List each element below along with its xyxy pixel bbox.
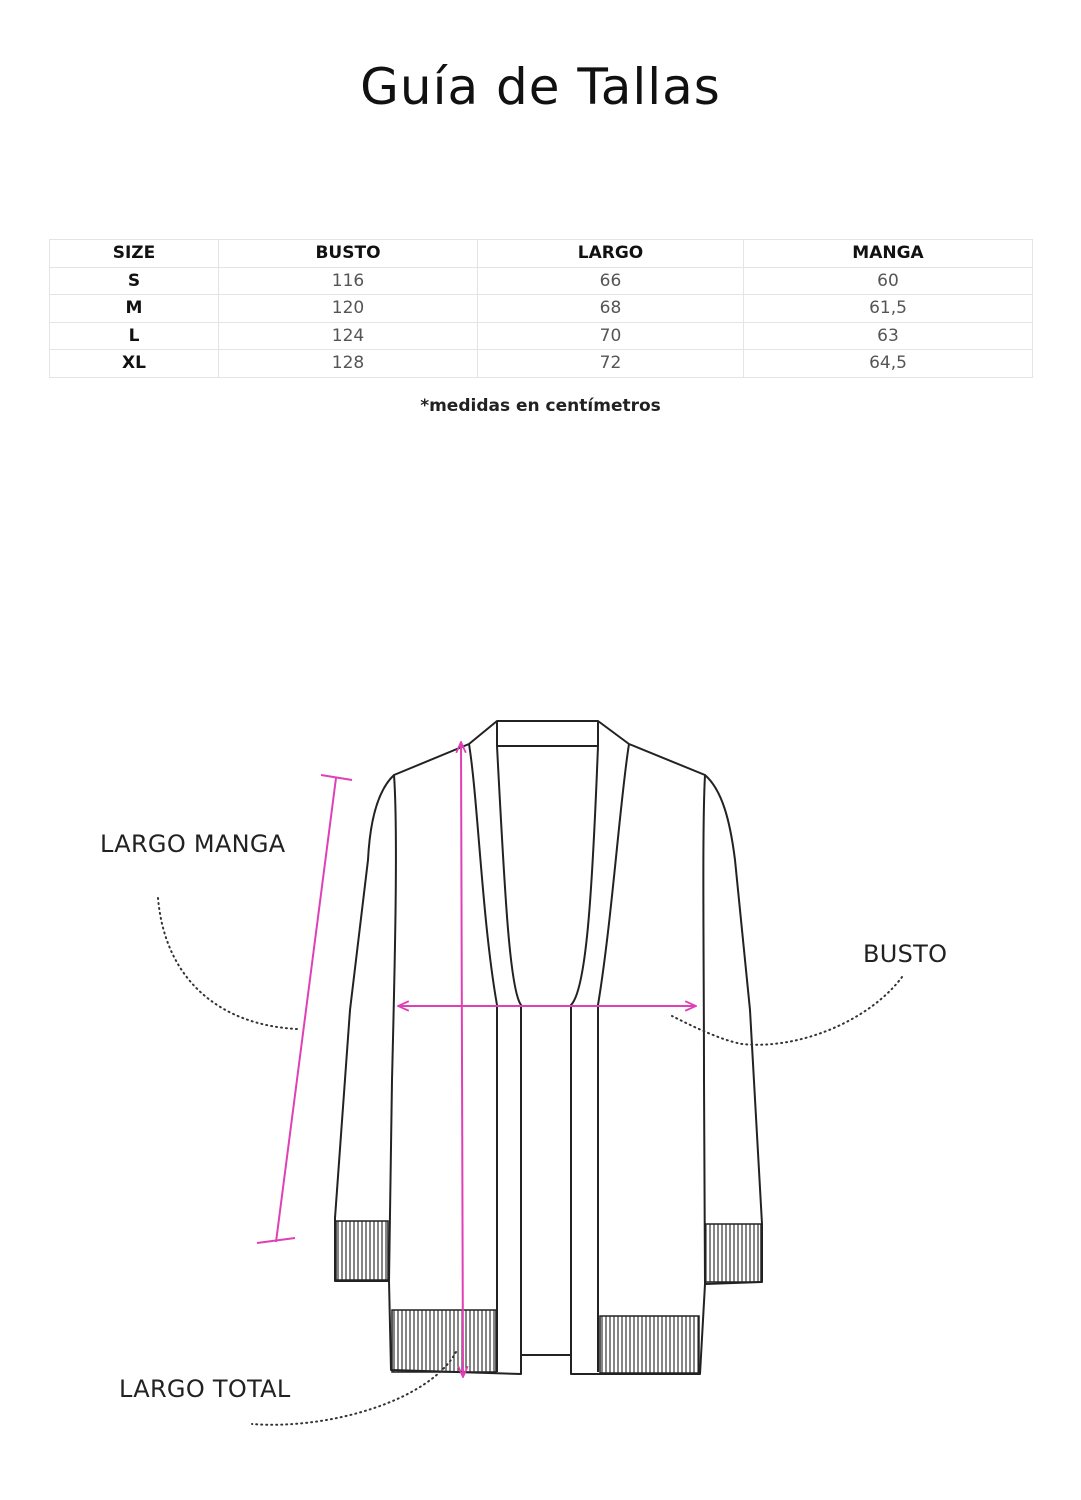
table-row	[50, 295, 1033, 323]
size-cell: XL	[50, 350, 219, 378]
manga-cell: 63	[744, 322, 1033, 350]
largo-cell: 72	[478, 350, 744, 378]
sleeve-length-line	[276, 778, 336, 1242]
table-row	[50, 267, 1033, 295]
size-table	[49, 239, 1033, 378]
table-header-row	[50, 240, 1033, 268]
header-largo: LARGO	[478, 240, 744, 268]
measurement-lines	[257, 742, 696, 1377]
header-manga: MANGA	[744, 240, 1033, 268]
measurement-note: *medidas en centímetros	[420, 396, 661, 416]
header-size: SIZE	[50, 240, 219, 268]
size-cell: L	[50, 322, 219, 350]
size-cell: M	[50, 295, 219, 323]
ribbing	[336, 1221, 761, 1373]
page-title: Guía de Tallas	[360, 58, 721, 116]
callout-curves	[158, 898, 902, 1425]
largo-cell: 66	[478, 267, 744, 295]
busto-cell: 120	[219, 295, 478, 323]
cardigan-diagram	[0, 600, 1081, 1500]
busto-cell: 128	[219, 350, 478, 378]
header-busto: BUSTO	[219, 240, 478, 268]
label-largo-total: LARGO TOTAL	[119, 1375, 291, 1403]
label-largo-manga: LARGO MANGA	[100, 830, 286, 858]
table-row	[50, 350, 1033, 378]
manga-cell: 60	[744, 267, 1033, 295]
total-length-line	[461, 742, 463, 1377]
label-busto: BUSTO	[863, 940, 948, 968]
largo-cell: 70	[478, 322, 744, 350]
manga-cell: 64,5	[744, 350, 1033, 378]
largo-cell: 68	[478, 295, 744, 323]
manga-cell: 61,5	[744, 295, 1033, 323]
size-cell: S	[50, 267, 219, 295]
busto-cell: 124	[219, 322, 478, 350]
table-row	[50, 322, 1033, 350]
cardigan-outline	[335, 721, 762, 1374]
busto-cell: 116	[219, 267, 478, 295]
